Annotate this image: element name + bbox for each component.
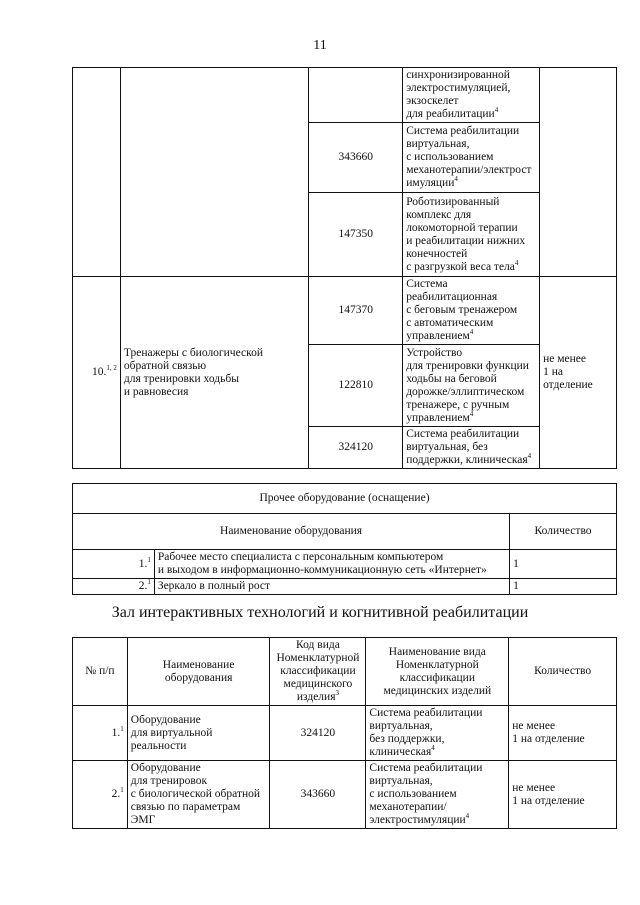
other-equipment-table [72, 483, 617, 595]
num-cell: 1.$^1$ [73, 550, 155, 579]
equipment-table-continued [72, 67, 617, 469]
code-cell: 122810 [309, 345, 403, 427]
quantity-cell [540, 68, 617, 277]
code-cell [309, 68, 403, 123]
table-title-row [73, 484, 617, 514]
type-name-cell: Система реабилитации виртуальная, без поддержки, клиническая$^4$ [403, 427, 540, 469]
code-cell: 343660 [309, 123, 403, 193]
equipment-cell [120, 68, 309, 277]
column-header-code: Код вида Номенклатурной классификации медицинского изделия$^3$ [270, 638, 366, 706]
type-name-cell: Роботизированный комплекс для локомоторной терапии и реабилитации нижних конечностей с разгрузкой веса тела$^4$ [403, 193, 540, 277]
table-header-row [73, 638, 617, 706]
num-cell: 2.$^1$ [73, 579, 155, 595]
num-cell: 10.$^{1, 2}$ [73, 277, 121, 469]
column-header-quantity: Количество [510, 514, 617, 550]
section-title: Зал интерактивных технологий и когнитивной реабилитации [111, 604, 529, 621]
code-cell: 324120 [309, 427, 403, 469]
table-row [73, 277, 617, 345]
code-cell: 343660 [270, 761, 366, 829]
equipment-cell: Оборудование для тренировок с биологической обратной связью по параметрам ЭМГ [127, 761, 270, 829]
table-title: Прочее оборудование (оснащение) [73, 484, 617, 514]
quantity-cell: не менее 1 на отделение [509, 761, 617, 829]
table-row [73, 706, 617, 761]
column-header-num: № п/п [73, 638, 128, 706]
equipment-cell: Оборудование для виртуальной реальности [127, 706, 270, 761]
table-row [73, 68, 617, 123]
num-cell [73, 68, 121, 277]
code-cell: 147350 [309, 193, 403, 277]
equipment-cell: Зеркало в полный рост [154, 579, 509, 595]
column-header-quantity: Количество [509, 638, 617, 706]
code-cell: 147370 [309, 277, 403, 345]
quantity-cell: 1 [510, 550, 617, 579]
quantity-cell: не менее 1 на отделение [509, 706, 617, 761]
type-name-cell: Устройство для тренировки функции ходьбы на беговой дорожке/эллиптическом тренажере, с ручным управлением$^4$ [403, 345, 540, 427]
type-name-cell: синхронизированной электростимуляцией, экзоскелет для реабилитации$^4$ [403, 68, 540, 123]
code-cell: 324120 [270, 706, 366, 761]
num-cell: 1.$^1$ [73, 706, 128, 761]
type-name-cell: Система реабилитационная с беговым тренажером с автоматическим управлением$^4$ [403, 277, 540, 345]
interactive-hall-table [72, 637, 617, 829]
quantity-cell: 1 [510, 579, 617, 595]
equipment-cell: Рабочее место специалиста с персональным компьютером и выходом в информационно-коммуникационную сеть «Интернет» [154, 550, 509, 579]
column-header-name: Наименование оборудования [73, 514, 510, 550]
table-row [73, 761, 617, 829]
quantity-cell: не менее 1 на отделение [540, 277, 617, 469]
column-header-equipment: Наименование оборудования [127, 638, 270, 706]
type-name-cell: Система реабилитации виртуальная, с использованием механотерапии/ электростимуляции$^4$ [366, 761, 509, 829]
table-row [73, 550, 617, 579]
equipment-cell: Тренажеры с биологической обратной связью для тренировки ходьбы и равновесия [120, 277, 309, 469]
type-name-cell: Система реабилитации виртуальная, с использованием механотерапии/электрост имуляции$^4$ [403, 123, 540, 193]
column-header-type: Наименование вида Номенклатурной классификации медицинских изделий [366, 638, 509, 706]
page-number: 11 [313, 38, 327, 53]
type-name-cell: Система реабилитации виртуальная, без поддержки, клиническая$^4$ [366, 706, 509, 761]
table-row [73, 579, 617, 595]
num-cell: 2.$^1$ [73, 761, 128, 829]
table-header-row [73, 514, 617, 550]
